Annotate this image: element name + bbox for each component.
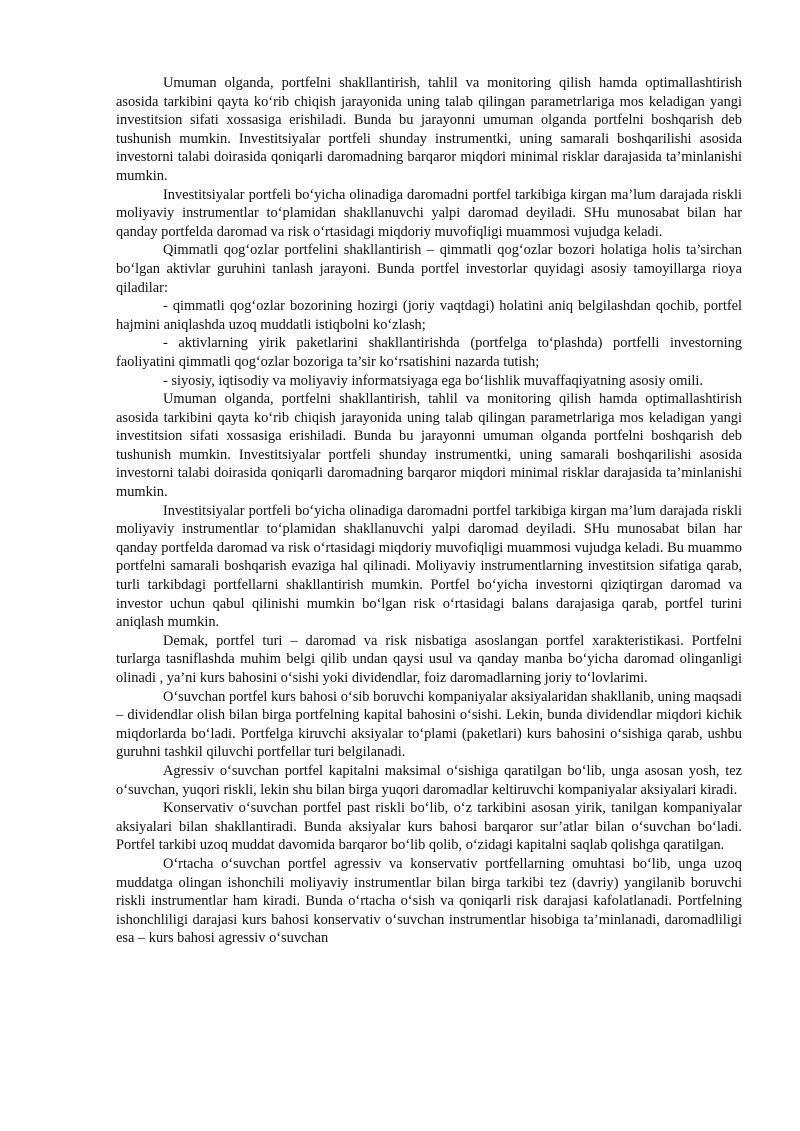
paragraph-securities-portfolio-formation: Qimmatli qog‘ozlar portfelini shakllantirish – qimmatli qog‘ozlar bozori holatiga holis ta’sirchan bo‘lgan aktivlar guruhini tanlash jarayoni. Bunda portfel investorlar quyidagi asosiy tamoyillarga rioya qiladilar: <box>116 242 742 296</box>
paragraph-portfolio-management-1: Umuman olganda, portfelni shakllantirish, tahlil va monitoring qilish hamda optimallashtirish asosida tarkibini qayta ko‘rib chiqish jarayonida uning talab qilingan parametrlariga mos keladigan yangi investitsion sifati xossasiga erishiladi. Bunda bu jarayonni umuman olganda portfelni boshqarish deb tushunish mumkin. Investitsiyalar portfeli shunday instrumentki, uning samarali boshqarilishi asosida investorni talabi doirasida qoniqarli daromadning barqaror miqdori minimal risklar darajasida ta’minlanishi mumkin. <box>116 75 742 184</box>
paragraph-portfolio-type: Demak, portfel turi – daromad va risk nisbatiga asoslangan portfel xarakteristikasi. Portfelni turlarga tasniflashda muhim belgi qilib undan qaysi usul va qanday manba bo‘yicha daromad olinganligi olinadi , ya’ni kurs bahosini o‘sishi yoki dividendlar, foiz daromadlarning joriy to‘lovlarimi. <box>116 632 742 686</box>
paragraph-growth-portfolio: O‘suvchan portfel kurs bahosi o‘sib boruvchi kompaniyalar aksiyalaridan shakllanib, uning maqsadi – dividendlar olish bilan birga portfelning kapital bahosini o‘sishi. Lekin, bunda dividendlar miqdori kichik miqdorlarda bo‘ladi. Portfelga kiruvchi aksiyalar to‘plami (paketlari) kurs bahosini o‘sishiga qarab, ushbu guruhni tashkil qiluvchi portfellar turi belgilanadi. <box>116 688 742 761</box>
paragraph-portfolio-income-1: Investitsiyalar portfeli bo‘yicha olinadiga daromadni portfel tarkibiga kirgan ma’lum darajada riskli moliyaviy instrumentlar to‘plamidan shakllanuvchi yalpi daromad deyiladi. SHu munosabat bilan har qanday portfelda daromad va risk o‘rtasidagi miqdoriy muvofiqligi muammosi vujudga keladi. <box>116 186 742 240</box>
document-page <box>116 74 742 948</box>
paragraph-portfolio-income-2: Investitsiyalar portfeli bo‘yicha olinadiga daromadni portfel tarkibiga kirgan ma’lum darajada riskli moliyaviy instrumentlar to‘plamidan shakllanuvchi yalpi daromad deyiladi. SHu munosabat bilan har qanday portfelda daromad va risk o‘rtasidagi miqdoriy muvofiqligi muammosi vujudga keladi. Bu muammo portfelni samarali boshqarish evaziga hal qilinadi. Moliyaviy instrumentlarning investitsion sifatiga qarab, turli tarkibdagi portfellarni shakllantirish mumkin. Portfel bo‘yicha investorni qiziqtirgan daromad va investor uchun qabul qilinishi mumkin bo‘lgan risk o‘rtasidagi balans darajasiga qarab, portfel turini aniqlash mumkin. <box>116 502 742 631</box>
paragraph-aggressive-growth-portfolio: Agressiv o‘suvchan portfel kapitalni maksimal o‘sishiga qaratilgan bo‘lib, unga asosan yosh, tez o‘suvchan, yuqori riskli, lekin shu bilan birga yuqori daromadlar keltiruvchi kompaniyalar aksiyalari kiradi. <box>116 762 742 798</box>
paragraph-portfolio-management-2: Umuman olganda, portfelni shakllantirish, tahlil va monitoring qilish hamda optimallashtirish asosida tarkibini qayta ko‘rib chiqish jarayonida uning talab qilingan parametrlariga mos keladigan yangi investitsion sifati xossasiga erishiladi. Bunda bu jarayonni umuman olganda portfelni boshqarish deb tushunish mumkin. Investitsiyalar portfeli shunday instrumentki, uning samarali boshqarilishi asosida investorni talabi doirasida qoniqarli daromadning barqaror miqdori minimal risklar darajasida ta’minlanishi mumkin. <box>116 391 742 501</box>
list-item-principle-2: - aktivlarning yirik paketlarini shakllantirishda (portfelga to‘plashda) portfelli investorning faoliyatini qimmatli qog‘ozlar bozoriga ta’sir ko‘rsatishini nazarda tutish; <box>116 335 742 370</box>
paragraph-moderate-growth-portfolio: O‘rtacha o‘suvchan portfel agressiv va konservativ portfellarning omuhtasi bo‘lib, unga uzoq muddatga olingan ishonchili moliyaviy instrumentlar bilan birga tarkibi tez (davriy) yangilanib boruvchi riskli instrumentlar ham kiradi. Bunda o‘rtacha o‘sish va qoniqarli risk darajasi kafolatlanadi. Portfelning ishonchliligi darajasi kurs bahosi konservativ o‘suvchan instrumentlar hisobiga ta’minlanadi, daromadliligi esa – kurs bahosi agressiv o‘suvchan <box>116 855 742 947</box>
list-item-principle-3: - siyosiy, iqtisodiy va moliyaviy informatsiyaga ega bo‘lishlik muvaffaqiyatning asosiy omili. <box>163 372 703 389</box>
list-item-principle-1: - qimmatli qog‘ozlar bozorining hozirgi (joriy vaqtdagi) holatini aniq belgilashdan qochib, portfel hajmini aniqlashda uzoq muddatli istiqbolni ko‘zlash; <box>116 298 742 333</box>
paragraph-conservative-growth-portfolio: Konservativ o‘suvchan portfel past riskli bo‘lib, o‘z tarkibini asosan yirik, tanilgan kompaniyalar aksiyalari bilan shakllantiradi. Bunda aksiyalar kurs bahosi barqaror sur’atlar bilan o‘suvchan bo‘ladi. Portfel tarkibi uzoq muddat davomida barqaror bo‘lib qolib, o‘zidagi kapitalni saqlab qolishga qaratilgan. <box>116 800 742 854</box>
